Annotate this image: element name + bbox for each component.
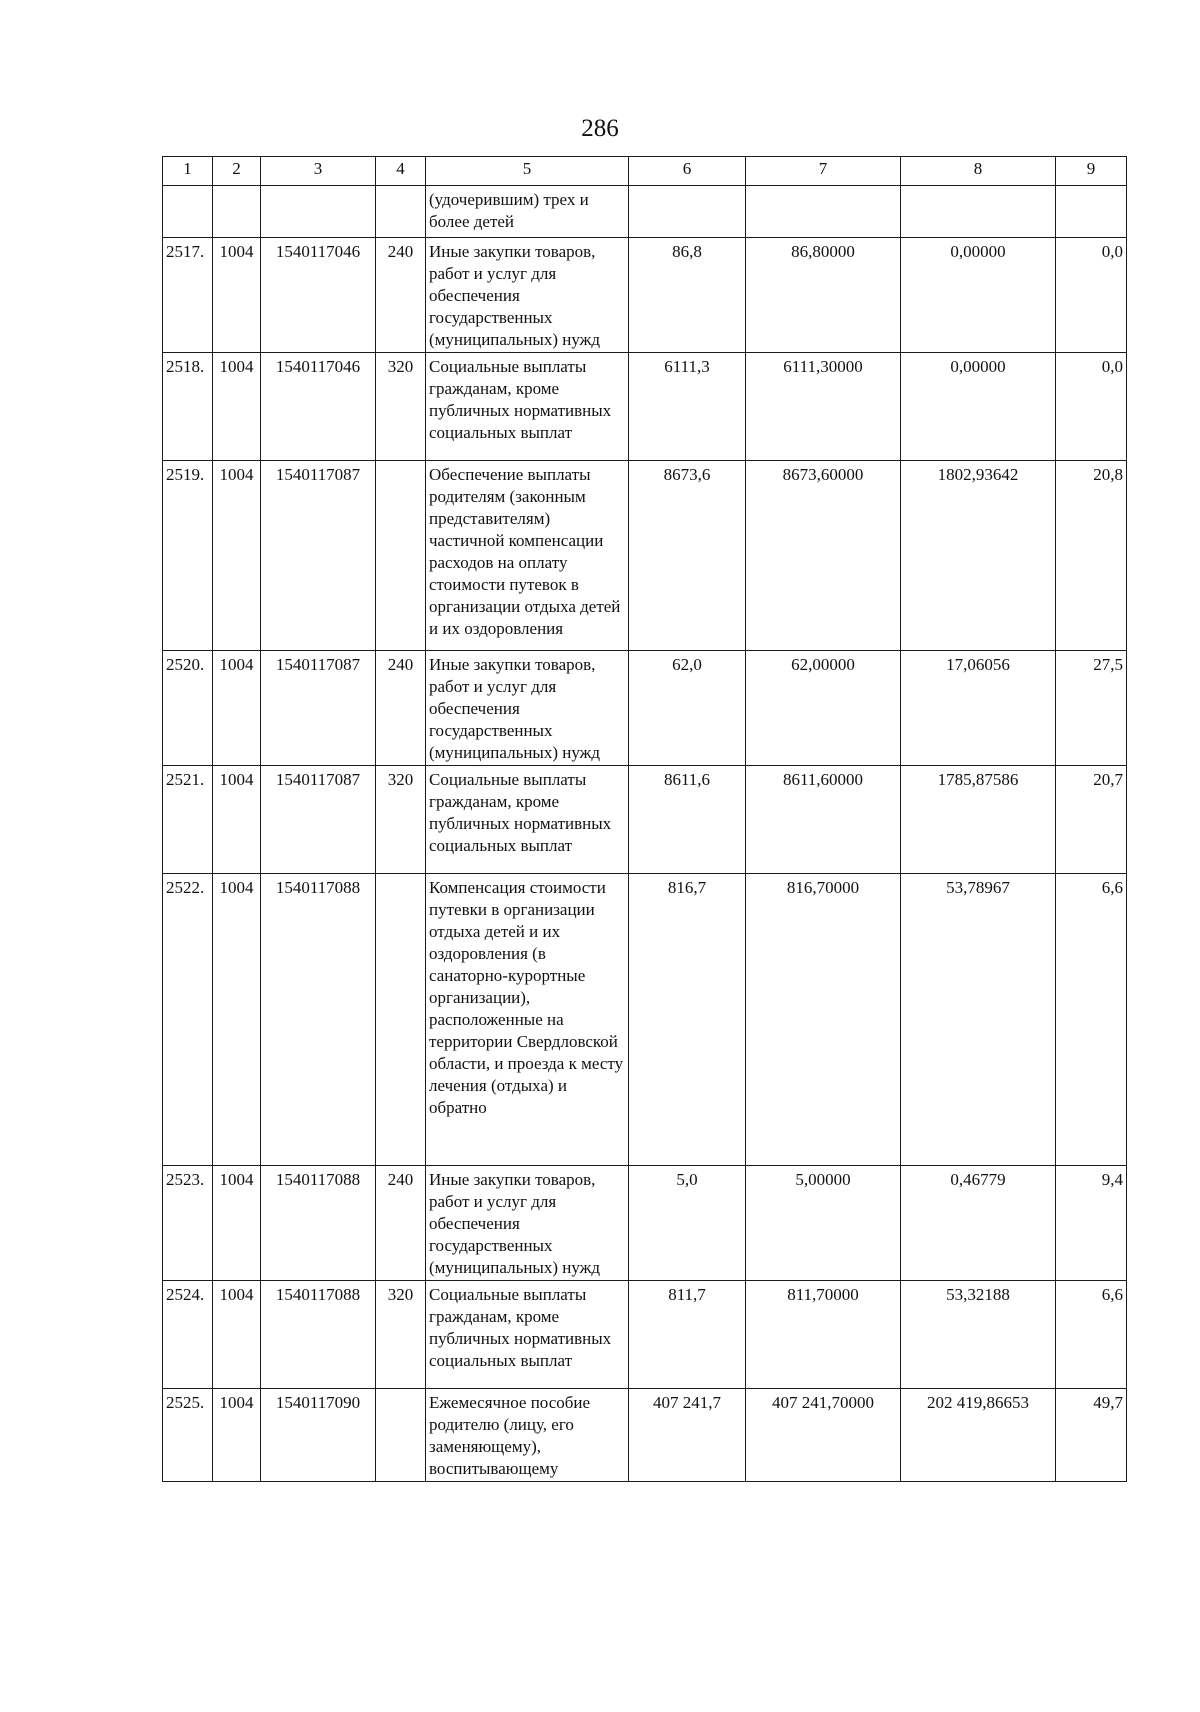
table-row [163,461,1127,651]
cell-value-7: 62,00000 [746,651,901,766]
cell-expense-type: 240 [376,238,426,353]
cell-name: (удочерившим) трех и более детей [426,186,629,238]
table-row [163,353,1127,461]
cell-value-7: 407 241,70000 [746,1389,901,1482]
column-header-7: 7 [746,157,901,186]
cell-row-number: 2518. [163,353,213,461]
cell-value-7 [746,186,901,238]
cell-name: Социальные выплаты гражданам, кроме публичных нормативных социальных выплат [426,766,629,874]
column-header-1: 1 [163,157,213,186]
cell-expense-type: 320 [376,353,426,461]
cell-value-6: 407 241,7 [629,1389,746,1482]
table-row [163,874,1127,1166]
cell-value-7: 8673,60000 [746,461,901,651]
cell-value-8: 53,78967 [901,874,1056,1166]
cell-section-code: 1004 [213,461,261,651]
cell-expense-type: 320 [376,766,426,874]
cell-value-7: 8611,60000 [746,766,901,874]
column-header-9: 9 [1056,157,1127,186]
column-header-6: 6 [629,157,746,186]
cell-row-number: 2524. [163,1281,213,1389]
cell-row-number: 2523. [163,1166,213,1281]
cell-target-article: 1540117090 [261,1389,376,1482]
cell-name: Обеспечение выплаты родителям (законным представителям) частичной компенсации расходов на оплату стоимости путевок в организации отдыха детей и их оздоровления [426,461,629,651]
cell-percent: 0,0 [1056,238,1127,353]
cell-target-article [261,186,376,238]
cell-section-code: 1004 [213,766,261,874]
cell-name: Иные закупки товаров, работ и услуг для обеспечения государственных (муниципальных) нужд [426,1166,629,1281]
table-row [163,1166,1127,1281]
cell-row-number: 2520. [163,651,213,766]
cell-name: Иные закупки товаров, работ и услуг для обеспечения государственных (муниципальных) нужд [426,651,629,766]
cell-expense-type: 240 [376,1166,426,1281]
column-header-3: 3 [261,157,376,186]
cell-section-code: 1004 [213,874,261,1166]
cell-value-6: 8673,6 [629,461,746,651]
cell-name: Компенсация стоимости путевки в организации отдыха детей и их оздоровления (в санаторно-курортные организации), расположенные на территории Свердловской области, и проезда к месту лечения (отдыха) и обратно [426,874,629,1166]
cell-section-code: 1004 [213,1166,261,1281]
cell-value-8: 17,06056 [901,651,1056,766]
cell-value-7: 6111,30000 [746,353,901,461]
cell-percent: 49,7 [1056,1389,1127,1482]
cell-percent: 6,6 [1056,1281,1127,1389]
column-header-2: 2 [213,157,261,186]
cell-value-8: 0,00000 [901,353,1056,461]
cell-expense-type [376,186,426,238]
header-row [163,157,1127,186]
cell-value-6: 62,0 [629,651,746,766]
cell-expense-type [376,461,426,651]
cell-row-number: 2525. [163,1389,213,1482]
cell-value-7: 86,80000 [746,238,901,353]
cell-target-article: 1540117046 [261,353,376,461]
cell-target-article: 1540117088 [261,874,376,1166]
cell-value-6: 8611,6 [629,766,746,874]
cell-percent: 6,6 [1056,874,1127,1166]
column-header-5: 5 [426,157,629,186]
cell-percent: 20,7 [1056,766,1127,874]
column-header-8: 8 [901,157,1056,186]
cell-section-code: 1004 [213,238,261,353]
cell-value-8 [901,186,1056,238]
cell-target-article: 1540117087 [261,766,376,874]
cell-section-code: 1004 [213,1281,261,1389]
cell-percent: 27,5 [1056,651,1127,766]
cell-section-code: 1004 [213,353,261,461]
cell-value-8: 53,32188 [901,1281,1056,1389]
cell-value-6: 86,8 [629,238,746,353]
cell-row-number [163,186,213,238]
cell-row-number: 2522. [163,874,213,1166]
cell-value-7: 816,70000 [746,874,901,1166]
cell-target-article: 1540117087 [261,651,376,766]
cell-value-7: 811,70000 [746,1281,901,1389]
table-header [163,157,1127,186]
cell-value-8: 202 419,86653 [901,1389,1056,1482]
cell-percent: 9,4 [1056,1166,1127,1281]
cell-value-7: 5,00000 [746,1166,901,1281]
cell-value-6: 816,7 [629,874,746,1166]
column-header-4: 4 [376,157,426,186]
cell-section-code: 1004 [213,651,261,766]
cell-expense-type [376,1389,426,1482]
cell-target-article: 1540117088 [261,1166,376,1281]
cell-target-article: 1540117087 [261,461,376,651]
cell-percent [1056,186,1127,238]
cell-section-code: 1004 [213,1389,261,1482]
cell-name: Иные закупки товаров, работ и услуг для обеспечения государственных (муниципальных) нужд [426,238,629,353]
cell-value-8: 1785,87586 [901,766,1056,874]
cell-row-number: 2519. [163,461,213,651]
cell-target-article: 1540117046 [261,238,376,353]
cell-value-6: 5,0 [629,1166,746,1281]
cell-row-number: 2517. [163,238,213,353]
table-row [163,186,1127,238]
budget-table [162,156,1127,1482]
cell-expense-type: 240 [376,651,426,766]
table-row [163,1389,1127,1482]
cell-value-6 [629,186,746,238]
cell-target-article: 1540117088 [261,1281,376,1389]
table-body [163,186,1127,1482]
cell-name: Социальные выплаты гражданам, кроме публичных нормативных социальных выплат [426,353,629,461]
cell-expense-type: 320 [376,1281,426,1389]
cell-percent: 0,0 [1056,353,1127,461]
cell-expense-type [376,874,426,1166]
cell-value-8: 0,00000 [901,238,1056,353]
table-row [163,238,1127,353]
page-number: 286 [581,115,619,142]
cell-row-number: 2521. [163,766,213,874]
cell-value-6: 6111,3 [629,353,746,461]
cell-name: Ежемесячное пособие родителю (лицу, его заменяющему), воспитывающему [426,1389,629,1482]
cell-section-code [213,186,261,238]
table-row [163,1281,1127,1389]
table-row [163,766,1127,874]
cell-percent: 20,8 [1056,461,1127,651]
cell-value-6: 811,7 [629,1281,746,1389]
cell-value-8: 1802,93642 [901,461,1056,651]
table-row [163,651,1127,766]
cell-value-8: 0,46779 [901,1166,1056,1281]
cell-name: Социальные выплаты гражданам, кроме публичных нормативных социальных выплат [426,1281,629,1389]
